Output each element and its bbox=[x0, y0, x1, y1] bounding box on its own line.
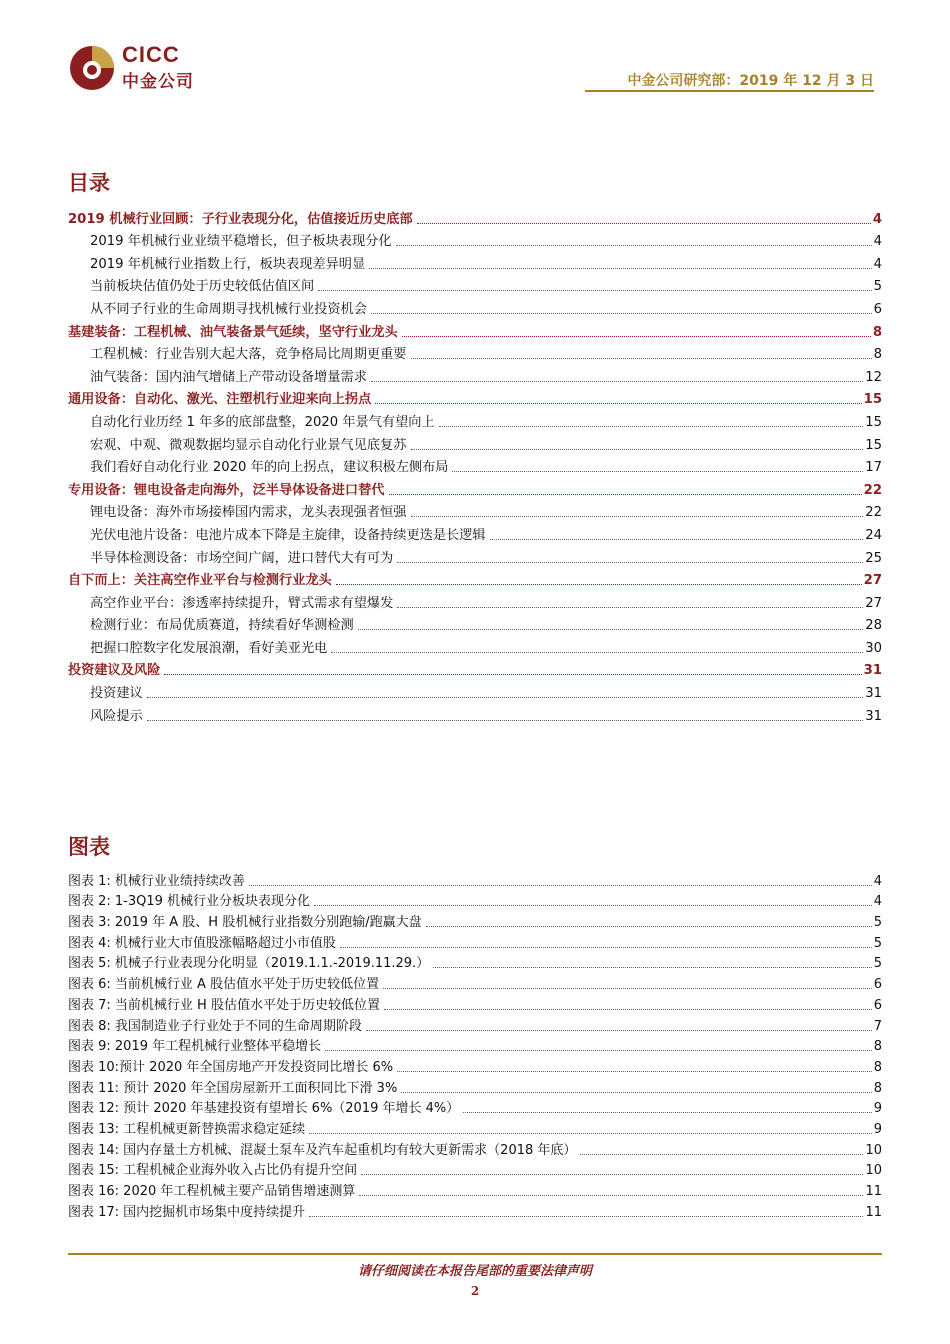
toc-entry-page: 31 bbox=[863, 663, 882, 679]
dot-leader bbox=[490, 539, 864, 540]
logo-text-cn: 中金公司 bbox=[122, 72, 194, 92]
figure-entry[interactable] bbox=[68, 1076, 882, 1097]
dot-leader bbox=[397, 562, 863, 563]
logo-text-en: CICC bbox=[122, 42, 180, 67]
figure-entry-label: 图表 7: 当前机械行业 H 股估值水平处于历史较低位置 bbox=[68, 997, 380, 1013]
dot-leader bbox=[314, 905, 872, 906]
figure-entry[interactable] bbox=[68, 1200, 882, 1221]
figure-entry-page: 6 bbox=[873, 997, 882, 1013]
figure-entry[interactable] bbox=[68, 910, 882, 931]
figure-entry-page: 6 bbox=[873, 977, 882, 993]
toc-list bbox=[68, 205, 882, 725]
toc-entry-page: 8 bbox=[873, 347, 882, 363]
toc-entry[interactable] bbox=[68, 454, 882, 477]
toc-entry-page: 15 bbox=[865, 437, 882, 453]
dot-leader bbox=[397, 1071, 872, 1072]
toc-entry-page: 8 bbox=[872, 324, 882, 340]
toc-entry-page: 24 bbox=[865, 527, 882, 543]
toc-entry-page: 4 bbox=[872, 211, 882, 227]
figure-entry-label: 图表 17: 国内挖掘机市场集中度持续提升 bbox=[68, 1204, 306, 1220]
toc-entry-page: 5 bbox=[873, 279, 882, 295]
figure-entry-label: 图表 15: 工程机械企业海外收入占比仍有提升空间 bbox=[68, 1163, 358, 1179]
cicc-logo bbox=[68, 42, 198, 96]
toc-entry-page: 22 bbox=[863, 482, 882, 498]
dot-leader bbox=[433, 967, 872, 968]
toc-entry[interactable] bbox=[68, 567, 882, 590]
toc-entry-page: 17 bbox=[865, 460, 882, 476]
footer-divider bbox=[68, 1253, 882, 1255]
figure-entry[interactable] bbox=[68, 869, 882, 890]
figure-entry-label: 图表 8: 我国制造业子行业处于不同的生命周期阶段 bbox=[68, 1018, 362, 1034]
figure-entry-label: 图表 11: 预计 2020 年全国房屋新开工面积同比下滑 3% bbox=[68, 1080, 398, 1096]
figure-entry-page: 7 bbox=[873, 1018, 882, 1034]
figure-entry[interactable] bbox=[68, 931, 882, 952]
figure-entry-label: 图表 10:预计 2020 年全国房地产开发投资同比增长 6% bbox=[68, 1059, 394, 1075]
toc-entry[interactable] bbox=[68, 341, 882, 364]
toc-entry-label: 2019 年机械行业业绩平稳增长，但子板块表现分化 bbox=[90, 234, 392, 250]
toc-title: 目录 bbox=[68, 171, 110, 195]
dot-leader bbox=[358, 629, 863, 630]
dot-leader bbox=[401, 1092, 871, 1093]
toc-entry-page: 15 bbox=[865, 414, 882, 430]
dot-leader bbox=[325, 1050, 872, 1051]
dot-leader bbox=[340, 947, 872, 948]
toc-entry-label: 高空作业平台：渗透率持续提升，臂式需求有望爆发 bbox=[90, 595, 394, 611]
toc-entry-label: 投资建议及风险 bbox=[68, 663, 161, 679]
dot-leader bbox=[463, 1112, 871, 1113]
toc-entry[interactable] bbox=[68, 228, 882, 251]
toc-entry-label: 把握口腔数字化发展浪潮，看好美亚光电 bbox=[90, 640, 328, 656]
dot-leader bbox=[309, 1216, 863, 1217]
toc-entry[interactable] bbox=[68, 499, 882, 522]
toc-entry[interactable] bbox=[68, 521, 882, 544]
figure-entry-label: 图表 13: 工程机械更新替换需求稳定延续 bbox=[68, 1121, 306, 1137]
dot-leader bbox=[336, 584, 862, 585]
toc-entry-page: 28 bbox=[865, 618, 882, 634]
toc-entry-page: 25 bbox=[865, 550, 882, 566]
toc-entry-page: 22 bbox=[865, 505, 882, 521]
toc-entry[interactable] bbox=[68, 702, 882, 725]
toc-entry-label: 宏观、中观、微观数据均显示自动化行业景气见底复苏 bbox=[90, 437, 407, 453]
toc-entry-label: 检测行业：布局优质赛道，持续看好华测检测 bbox=[90, 618, 354, 634]
figure-entry[interactable] bbox=[68, 993, 882, 1014]
figure-entry[interactable] bbox=[68, 890, 882, 911]
toc-entry[interactable] bbox=[68, 363, 882, 386]
figure-entry-label: 图表 6: 当前机械行业 A 股估值水平处于历史较低位置 bbox=[68, 977, 380, 993]
toc-entry-page: 27 bbox=[863, 573, 882, 589]
toc-entry-label: 2019 机械行业回顾：子行业表现分化，估值接近历史底部 bbox=[68, 211, 413, 227]
toc-entry[interactable] bbox=[68, 589, 882, 612]
dot-leader bbox=[309, 1133, 872, 1134]
toc-entry[interactable] bbox=[68, 250, 882, 273]
figure-entry[interactable] bbox=[68, 1055, 882, 1076]
dot-leader bbox=[164, 674, 861, 675]
report-date-header: 中金公司研究部：2019 年 12 月 3 日 bbox=[627, 73, 874, 89]
toc-entry-label: 油气装备：国内油气增储上产带动设备增量需求 bbox=[90, 369, 367, 385]
figure-entry-page: 11 bbox=[865, 1204, 882, 1220]
toc-entry-page: 6 bbox=[873, 301, 882, 317]
toc-entry-page: 4 bbox=[873, 234, 882, 250]
figure-entry-label: 图表 1: 机械行业业绩持续改善 bbox=[68, 873, 245, 889]
toc-entry[interactable] bbox=[68, 205, 882, 228]
dot-leader bbox=[402, 336, 871, 337]
figure-entry[interactable] bbox=[68, 952, 882, 973]
figure-entry-label: 图表 14: 国内存量土方机械、混凝土泵车及汽车起重机均有较大更新需求（2018 年底） bbox=[68, 1142, 577, 1158]
figure-entry-page: 8 bbox=[873, 1080, 882, 1096]
figure-entry-page: 11 bbox=[865, 1184, 882, 1199]
figure-entry[interactable] bbox=[68, 1117, 882, 1138]
toc-entry-label: 自下而上：关注高空作业平台与检测行业龙头 bbox=[68, 573, 332, 589]
toc-entry-page: 4 bbox=[873, 256, 882, 272]
toc-entry-label: 基建装备：工程机械、油气装备景气延续，坚守行业龙头 bbox=[68, 324, 398, 340]
figure-entry-page: 8 bbox=[873, 1039, 882, 1055]
figure-entry-label: 图表 3: 2019 年 A 股、H 股机械行业指数分别跑输/跑赢大盘 bbox=[68, 915, 422, 931]
figures-title: 图表 bbox=[68, 835, 110, 859]
toc-entry-label: 专用设备：锂电设备走向海外，泛半导体设备进口替代 bbox=[68, 482, 385, 498]
toc-entry-page: 31 bbox=[865, 708, 882, 724]
dot-leader bbox=[359, 1195, 863, 1196]
dot-leader bbox=[369, 268, 871, 269]
figure-entry-page: 5 bbox=[873, 956, 882, 972]
dot-leader bbox=[371, 381, 863, 382]
toc-entry-label: 从不同子行业的生命周期寻找机械行业投资机会 bbox=[90, 301, 367, 317]
toc-entry-page: 30 bbox=[865, 640, 882, 656]
figure-entry-page: 10 bbox=[865, 1163, 882, 1179]
figure-entry-page: 9 bbox=[873, 1121, 882, 1137]
figures-list bbox=[68, 869, 882, 1221]
page-number: 2 bbox=[470, 1284, 480, 1298]
dot-leader bbox=[331, 652, 863, 653]
toc-entry-page: 31 bbox=[865, 686, 882, 702]
figure-entry-page: 5 bbox=[873, 935, 882, 951]
toc-entry[interactable] bbox=[68, 295, 882, 318]
figure-entry-label: 图表 16: 2020 年工程机械主要产品销售增速测算 bbox=[68, 1184, 356, 1199]
cicc-logo-icon bbox=[68, 44, 116, 92]
toc-entry[interactable] bbox=[68, 634, 882, 657]
toc-entry-label: 2019 年机械行业指数上行，板块表现差异明显 bbox=[90, 256, 366, 272]
dot-leader bbox=[411, 449, 864, 450]
toc-entry[interactable] bbox=[68, 273, 882, 296]
toc-entry-label: 锂电设备：海外市场接棒国内需求，龙头表现强者恒强 bbox=[90, 505, 407, 521]
toc-entry-label: 自动化行业历经 1 年多的底部盘整，2020 年景气有望向上 bbox=[90, 414, 435, 430]
toc-entry-page: 15 bbox=[863, 392, 882, 408]
toc-entry[interactable] bbox=[68, 679, 882, 702]
dot-leader bbox=[439, 426, 864, 427]
figure-entry-page: 4 bbox=[873, 873, 882, 889]
dot-leader bbox=[397, 607, 863, 608]
toc-entry[interactable] bbox=[68, 431, 882, 454]
dot-leader bbox=[411, 358, 872, 359]
dot-leader bbox=[426, 926, 872, 927]
figure-entry-page: 4 bbox=[873, 894, 882, 910]
legal-disclaimer: 请仔细阅读在本报告尾部的重要法律声明 bbox=[357, 1264, 592, 1279]
dot-leader bbox=[389, 494, 862, 495]
dot-leader bbox=[318, 290, 871, 291]
toc-entry-label: 风险提示 bbox=[90, 708, 143, 724]
dot-leader bbox=[361, 1174, 863, 1175]
toc-entry[interactable] bbox=[68, 318, 882, 341]
dot-leader bbox=[452, 471, 863, 472]
dot-leader bbox=[383, 988, 872, 989]
toc-entry-label: 我们看好自动化行业 2020 年的向上拐点，建议积极左侧布局 bbox=[90, 460, 449, 476]
toc-entry[interactable] bbox=[68, 657, 882, 680]
toc-entry-label: 通用设备：自动化、激光、注塑机行业迎来向上拐点 bbox=[68, 392, 372, 408]
toc-entry-label: 投资建议 bbox=[90, 686, 143, 702]
figure-entry-page: 10 bbox=[865, 1142, 882, 1158]
toc-entry-label: 半导体检测设备：市场空间广阔，进口替代大有可为 bbox=[90, 550, 394, 566]
dot-leader bbox=[366, 1030, 872, 1031]
figure-entry-page: 5 bbox=[873, 915, 882, 931]
figure-entry[interactable] bbox=[68, 1138, 882, 1159]
toc-entry[interactable] bbox=[68, 408, 882, 431]
figure-entry[interactable] bbox=[68, 1097, 882, 1118]
figure-entry-label: 图表 4: 机械行业大市值股涨幅略超过小市值股 bbox=[68, 935, 336, 951]
figure-entry[interactable] bbox=[68, 1014, 882, 1035]
toc-entry-label: 光伏电池片设备：电池片成本下降是主旋律，设备持续更迭是长逻辑 bbox=[90, 527, 486, 543]
dot-leader bbox=[375, 403, 861, 404]
dot-leader bbox=[371, 313, 872, 314]
toc-entry[interactable] bbox=[68, 544, 882, 567]
dot-leader bbox=[417, 223, 871, 224]
figure-entry-page: 8 bbox=[873, 1059, 882, 1075]
dot-leader bbox=[147, 720, 863, 721]
toc-entry[interactable] bbox=[68, 612, 882, 635]
dot-leader bbox=[580, 1154, 863, 1155]
dot-leader bbox=[396, 245, 872, 246]
figure-entry[interactable] bbox=[68, 972, 882, 993]
figure-entry-label: 图表 2: 1-3Q19 机械行业分板块表现分化 bbox=[68, 894, 311, 910]
figure-entry[interactable] bbox=[68, 1159, 882, 1180]
toc-entry-label: 当前板块估值仍处于历史较低估值区间 bbox=[90, 279, 315, 295]
dot-leader bbox=[411, 516, 864, 517]
toc-entry[interactable] bbox=[68, 476, 882, 499]
figure-entry[interactable] bbox=[68, 1179, 882, 1200]
dot-leader bbox=[249, 885, 872, 886]
figure-entry-label: 图表 12: 预计 2020 年基建投资有望增长 6%（2019 年增长 4%） bbox=[68, 1101, 460, 1117]
dot-leader bbox=[384, 1009, 872, 1010]
toc-entry[interactable] bbox=[68, 386, 882, 409]
dot-leader bbox=[147, 697, 863, 698]
toc-entry-page: 27 bbox=[865, 595, 882, 611]
header-divider bbox=[585, 90, 874, 92]
figure-entry[interactable] bbox=[68, 1035, 882, 1056]
figure-entry-label: 图表 5: 机械子行业表现分化明显（2019.1.1.-2019.11.29.） bbox=[68, 956, 430, 972]
figure-entry-label: 图表 9: 2019 年工程机械行业整体平稳增长 bbox=[68, 1039, 322, 1055]
toc-entry-label: 工程机械：行业告别大起大落，竞争格局比周期更重要 bbox=[90, 347, 407, 363]
figure-entry-page: 9 bbox=[873, 1101, 882, 1117]
toc-entry-page: 12 bbox=[865, 369, 882, 385]
